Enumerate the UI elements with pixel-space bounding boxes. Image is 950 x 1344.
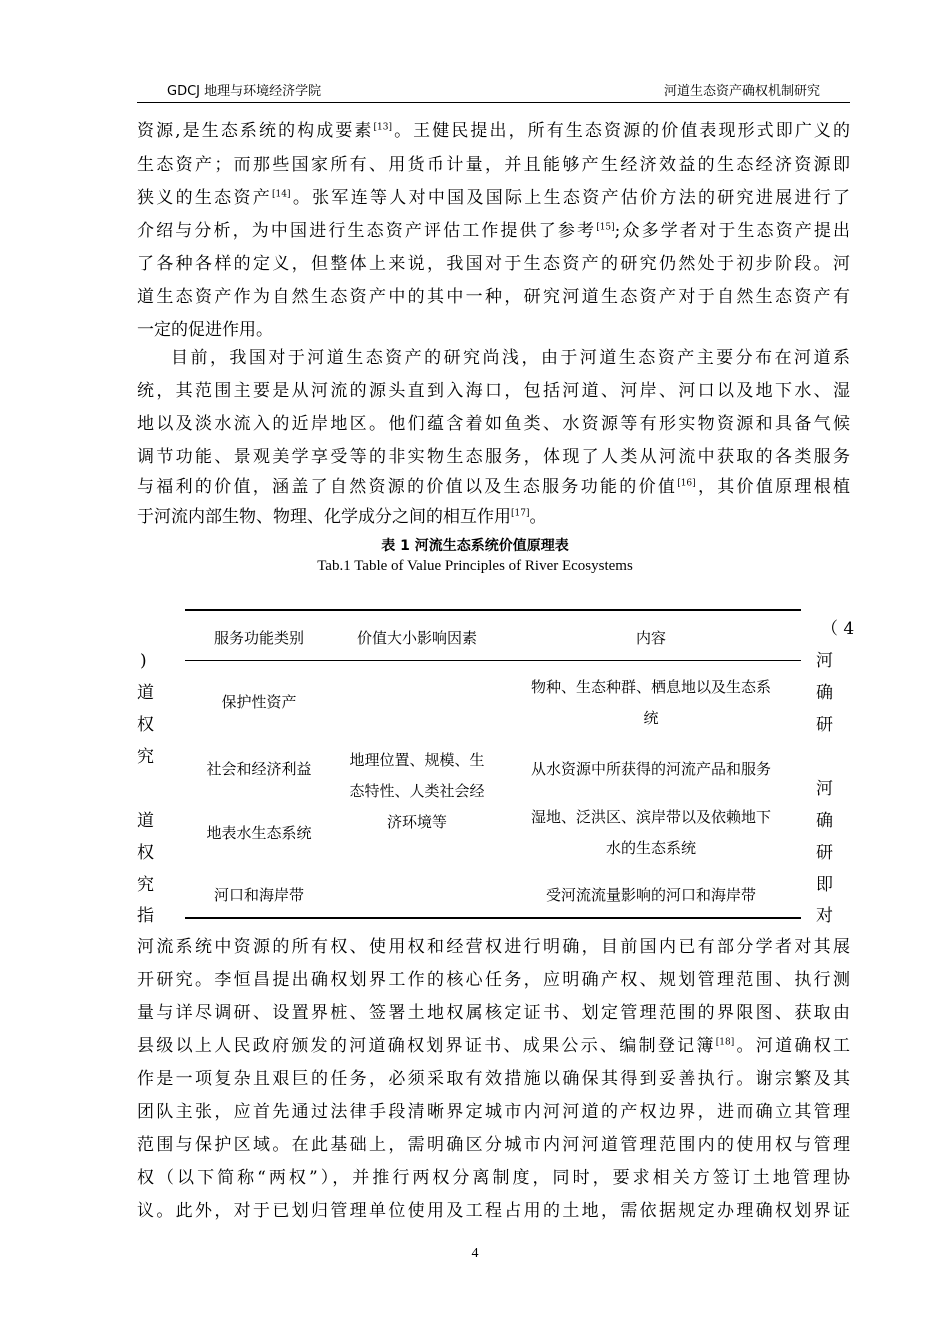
para3-line7: 范围与保护区域。在此基础上，需明确区分城市内河河道管理范围内的使用权与管理 [137,1135,850,1155]
para3-line3: 量与详尽调研、设置界桩、签署土地权属核定证书、划定管理范围的界限图、获取由 [137,1003,850,1023]
table-header-category: 服务功能类别 [213,629,304,647]
wrap-fragment-left: 究 [137,747,154,767]
para2-line6: 于河流内部生物、物理、化学成分之间的相互作用[17]。 [137,507,547,527]
table-cell-factors: 济环境等 [386,813,447,831]
para3-line2: 开研究。李恒昌提出确权划界工作的核心任务，应明确产权、规划管理范围、执行测 [137,970,850,990]
para3-line8: 权（以下简称“两权”），并推行两权分离制度，同时，要求相关方签订土地管理协 [137,1168,850,1188]
wrap-fragment-right: 研 [816,715,833,735]
wrap-fragment-right: 即 [816,875,833,895]
page-header [137,80,850,103]
table-header-rule [185,660,801,661]
para1-line7: 一定的促进作用。 [137,320,273,340]
page-number: 4 [471,1246,479,1261]
wrap-fragment-left: ) [140,651,147,671]
table-header-content: 内容 [635,629,666,647]
para2-line5: 与福利的价值，涵盖了自然资源的价值以及生态服务功能的价值[16]，其价值原理根植 [137,477,851,497]
wrap-fragment-right: 对 [816,906,833,926]
wrap-fragment-right: 确 [816,811,833,831]
para3-line1: 河流系统中资源的所有权、使用权和经营权进行明确，目前国内已有部分学者对其展 [137,937,850,957]
para3-line9: 议。此外，对于已划归管理单位使用及工程占用的土地，需依据规定办理确权划界证 [137,1201,850,1221]
wrap-fragment-right: 河 [816,651,833,671]
table-cell-content: 统 [643,709,659,727]
wrap-fragment-right: 研 [816,843,833,863]
wrap-fragment-right: （ 4 [821,619,855,639]
header-title: 河道生态资产确权机制研究 [663,84,820,99]
citation: [14] [272,189,291,200]
citation: [17] [511,508,530,519]
wrap-fragment-left: 究 [137,875,154,895]
para3-line5: 作是一项复杂且艰巨的任务，必须采取有效措施以确保其得到妥善执行。谢宗繁及其 [137,1069,850,1089]
table-cell-content: 水的生态系统 [605,839,696,857]
table-header-factors: 价值大小影响因素 [356,629,477,647]
para1-line2: 生态资产；而那些国家所有、用货币计量，并且能够产生经济效益的生态经济资源即 [137,155,850,175]
table-cell-category: 地表水生态系统 [206,824,312,842]
table-cell-category: 社会和经济利益 [206,760,312,778]
wrap-fragment-left: 权 [137,843,154,863]
wrap-fragment-left: 道 [137,683,154,703]
table-cell-category: 保护性资产 [221,693,297,711]
para3-line6: 团队主张，应首先通过法律手段清晰界定城市内河河道的产权边界，进而确立其管理 [137,1102,850,1122]
para2-line2: 统，其范围主要是从河流的源头直到入海口，包括河道、河岸、河口以及地下水、湿 [137,381,850,401]
table-cell-factors: 地理位置、规模、生 [349,751,485,769]
table-cell-content: 受河流流量影响的河口和海岸带 [545,886,756,904]
wrap-fragment-left: 道 [137,811,154,831]
wrap-fragment-right: 确 [816,683,833,703]
wrap-fragment-left: 权 [137,715,154,735]
citation: [16] [677,478,696,489]
para3-line4: 县级以上人民政府颁发的河道确权划界证书、成果公示、编制登记簿[18]。河道确权工 [137,1036,851,1056]
para1-line4: 介绍与分析，为中国进行生态资产评估工作提供了参考[15];众多学者对于生态资产提出 [137,221,850,241]
table-bottom-rule [185,917,801,919]
table-caption-en: Tab.1 Table of Value Principles of River Ecosystems [317,558,633,574]
table-cell-content: 湿地、泛洪区、滨岸带以及依赖地下 [530,808,771,826]
wrap-fragment-right: 河 [816,779,833,799]
para2-line1: 目前，我国对于河道生态资产的研究尚浅，由于河道生态资产主要分布在河道系 [171,348,850,368]
table-cell-content: 从水资源中所获得的河流产品和服务 [530,760,771,778]
para1-line3: 狭义的生态资产[14]。张军连等人对中国及国际上生态资产估价方法的研究进展进行了 [137,188,851,208]
para1-line6: 道生态资产作为自然生态资产中的其中一种，研究河道生态资产对于自然生态资产有 [137,287,850,307]
table-caption-cn: 表 1 河流生态系统价值原理表 [381,538,569,554]
wrap-fragment-left: 指 [137,906,154,926]
table-cell-content: 物种、生态种群、栖息地以及生态系 [530,678,771,696]
citation: [18] [715,1037,735,1048]
para2-line4: 调节功能、景观美学享受等的非实物生态服务，体现了人类从河流中获取的各类服务 [137,447,850,467]
para1-line1: 资源,是生态系统的构成要素[13]。王健民提出，所有生态资源的价值表现形式即广义的 [137,121,851,141]
table-cell-factors: 态特性、人类社会经 [349,782,485,800]
para2-line3: 地以及淡水流入的近岸地区。他们蕴含着如鱼类、水资源等有形实物资源和具备气候 [137,414,850,434]
header-school: GDCJ 地理与环境经济学院 [167,84,322,99]
citation: [15] [596,222,615,233]
para1-line5: 了各种各样的定义，但整体上来说，我国对于生态资产的研究仍然处于初步阶段。河 [137,254,850,274]
table-cell-category: 河口和海岸带 [213,886,304,904]
table-top-rule [185,609,801,611]
citation: [13] [373,122,392,133]
